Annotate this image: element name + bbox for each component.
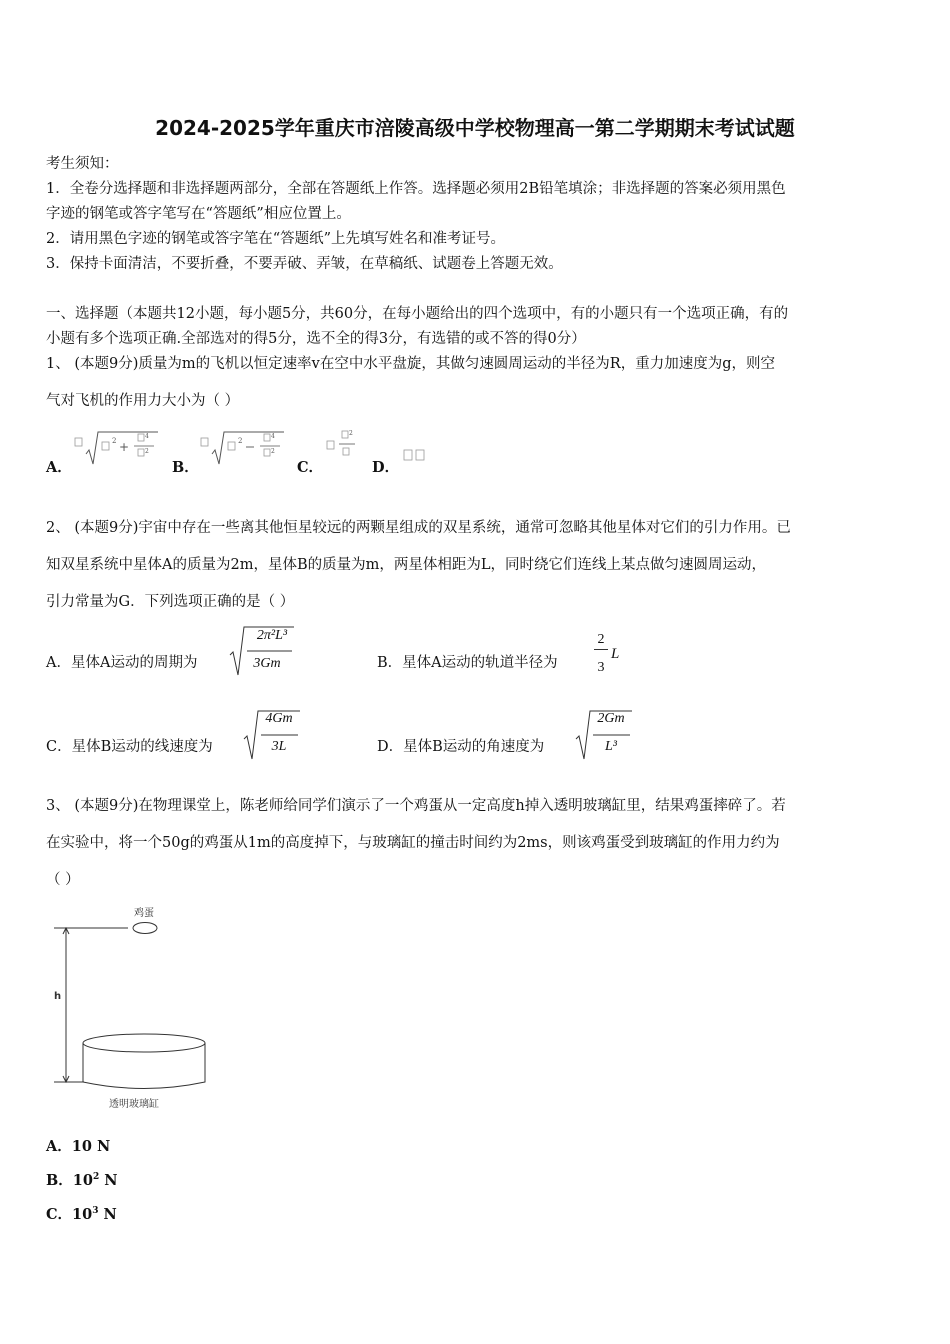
q3-option-b-exponent: 2 — [92, 1172, 100, 1183]
q2-stem-line-3: 引力常量为G．下列选项正确的是（ ） — [46, 594, 295, 610]
q3-option-c — [46, 1203, 117, 1224]
q3-option-c-base: C．10 — [46, 1206, 93, 1223]
q3-stem-line-3: （ ） — [46, 872, 80, 888]
q1-stem-line-2: 气对飞机的作用力大小为（ ） — [46, 393, 240, 409]
figure-egg-label: 鸡蛋 — [134, 908, 154, 919]
figure-tank-label: 透明玻璃缸 — [109, 1099, 159, 1110]
q2-option-d-text: D．星体B运动的角速度为 — [377, 739, 545, 755]
q3-option-b-base: B．10 — [46, 1172, 93, 1189]
q2-option-c-denominator: 3L — [271, 739, 287, 754]
q2-option-b-denominator: 3 — [597, 660, 605, 675]
q2-option-b-text: B．星体A运动的轨道半径为 — [377, 655, 558, 671]
q2-option-a-denominator: 3Gm — [253, 656, 281, 671]
q2-option-c-text: C．星体B运动的线速度为 — [46, 739, 213, 755]
svg-text:2: 2 — [238, 437, 243, 445]
svg-text:2: 2 — [349, 430, 353, 437]
q2-option-a — [46, 651, 197, 672]
svg-text:2: 2 — [112, 437, 117, 445]
q1-option-d-formula — [398, 444, 432, 468]
q2-option-c — [46, 735, 213, 756]
q3-option-a: A．10 N — [46, 1138, 111, 1155]
q2-option-b — [377, 651, 558, 672]
section-line-1: 一、选择题（本题共12小题，每小题5分，共60分，在每小题给出的四个选项中，有的小题只有一个选项正确，有的 — [46, 306, 789, 322]
svg-text:2: 2 — [271, 448, 275, 455]
q2-option-c-numerator: 4Gm — [265, 711, 293, 726]
q2-option-a-numerator: 2π²L³ — [256, 628, 288, 643]
svg-text:2: 2 — [145, 448, 149, 455]
q1-option-c-formula — [323, 426, 363, 466]
notice-line-2: 2．请用黑色字迹的钢笔或答字笔在“答题纸”上先填写姓名和准考证号。 — [46, 231, 506, 247]
egg-drop-figure — [44, 898, 224, 1116]
notice-line-3: 3．保持卡面清洁，不要折叠，不要弄破、弄皱，在草稿纸、试题卷上答题无效。 — [46, 256, 563, 272]
q2-stem-line-1: 2、 (本题9分)宇宙中存在一些离其他恒星较远的两颗星组成的双星系统，通常可忽略其他星体对它们的引力作用。已 — [46, 520, 791, 536]
q2-option-d-numerator: 2Gm — [597, 711, 625, 726]
q3-option-c-unit: N — [98, 1206, 117, 1223]
notice-line-1b: 字迹的钢笔或答字笔写在“答题纸”相应位置上。 — [46, 206, 351, 222]
q1-option-a-label: A． — [46, 459, 72, 476]
section-line-2: 小题有多个选项正确.全部选对的得5分，选不全的得3分，有选错的或不答的得0分） — [46, 331, 586, 347]
q2-option-b-variable: L — [611, 646, 620, 662]
q1-option-b-formula — [198, 428, 290, 468]
q2-stem-line-2: 知双星系统中星体A的质量为2m，星体B的质量为m，两星体相距为L，同时绕它们连线上某点做匀速圆周运动， — [46, 557, 766, 573]
q2-option-d-denominator: L³ — [605, 739, 617, 754]
svg-text:4: 4 — [271, 433, 275, 440]
q3-option-b — [46, 1169, 118, 1190]
q2-option-a-text: A．星体A运动的周期为 — [46, 655, 198, 671]
q3-option-c-exponent: 3 — [92, 1206, 99, 1217]
q1-option-a-formula — [72, 428, 164, 468]
q1-option-d-label: D． — [372, 459, 400, 476]
q3-option-b-unit: N — [99, 1172, 118, 1189]
q3-stem-line-2: 在实验中，将一个50g的鸡蛋从1m的高度掉下，与玻璃缸的撞击时间约为2ms，则该鸡蛋受到玻璃缸的作用力约为 — [46, 835, 780, 851]
svg-text:4: 4 — [145, 433, 149, 440]
q3-stem-line-1: 3、 (本题9分)在物理课堂上，陈老师给同学们演示了一个鸡蛋从一定高度h掉入透明玻璃缸里，结果鸡蛋摔碎了。若 — [46, 798, 786, 814]
notice-heading: 考生须知： — [46, 156, 119, 172]
q1-stem-line-1: 1、 (本题9分)质量为m的飞机以恒定速率v在空中水平盘旋，其做匀速圆周运动的半径为R，重力加速度为g，则空 — [46, 356, 776, 372]
q1-option-c-label: C． — [297, 459, 324, 476]
figure-height-label: h — [54, 991, 62, 1002]
q2-option-d — [377, 735, 544, 756]
page-title: 2024-2025学年重庆市涪陵高级中学校物理高一第二学期期末考试试题 — [155, 116, 795, 140]
q1-option-b-label: B． — [172, 459, 199, 476]
egg-shape — [133, 923, 157, 934]
q2-option-b-numerator: 2 — [594, 631, 608, 650]
notice-line-1a: 1．全卷分选择题和非选择题两部分，全部在答题纸上作答。选择题必须用2B铅笔填涂；非选择题的答案必须用黑色 — [46, 181, 786, 197]
glass-tank-top — [83, 1034, 205, 1052]
svg-text:+: + — [119, 440, 130, 454]
